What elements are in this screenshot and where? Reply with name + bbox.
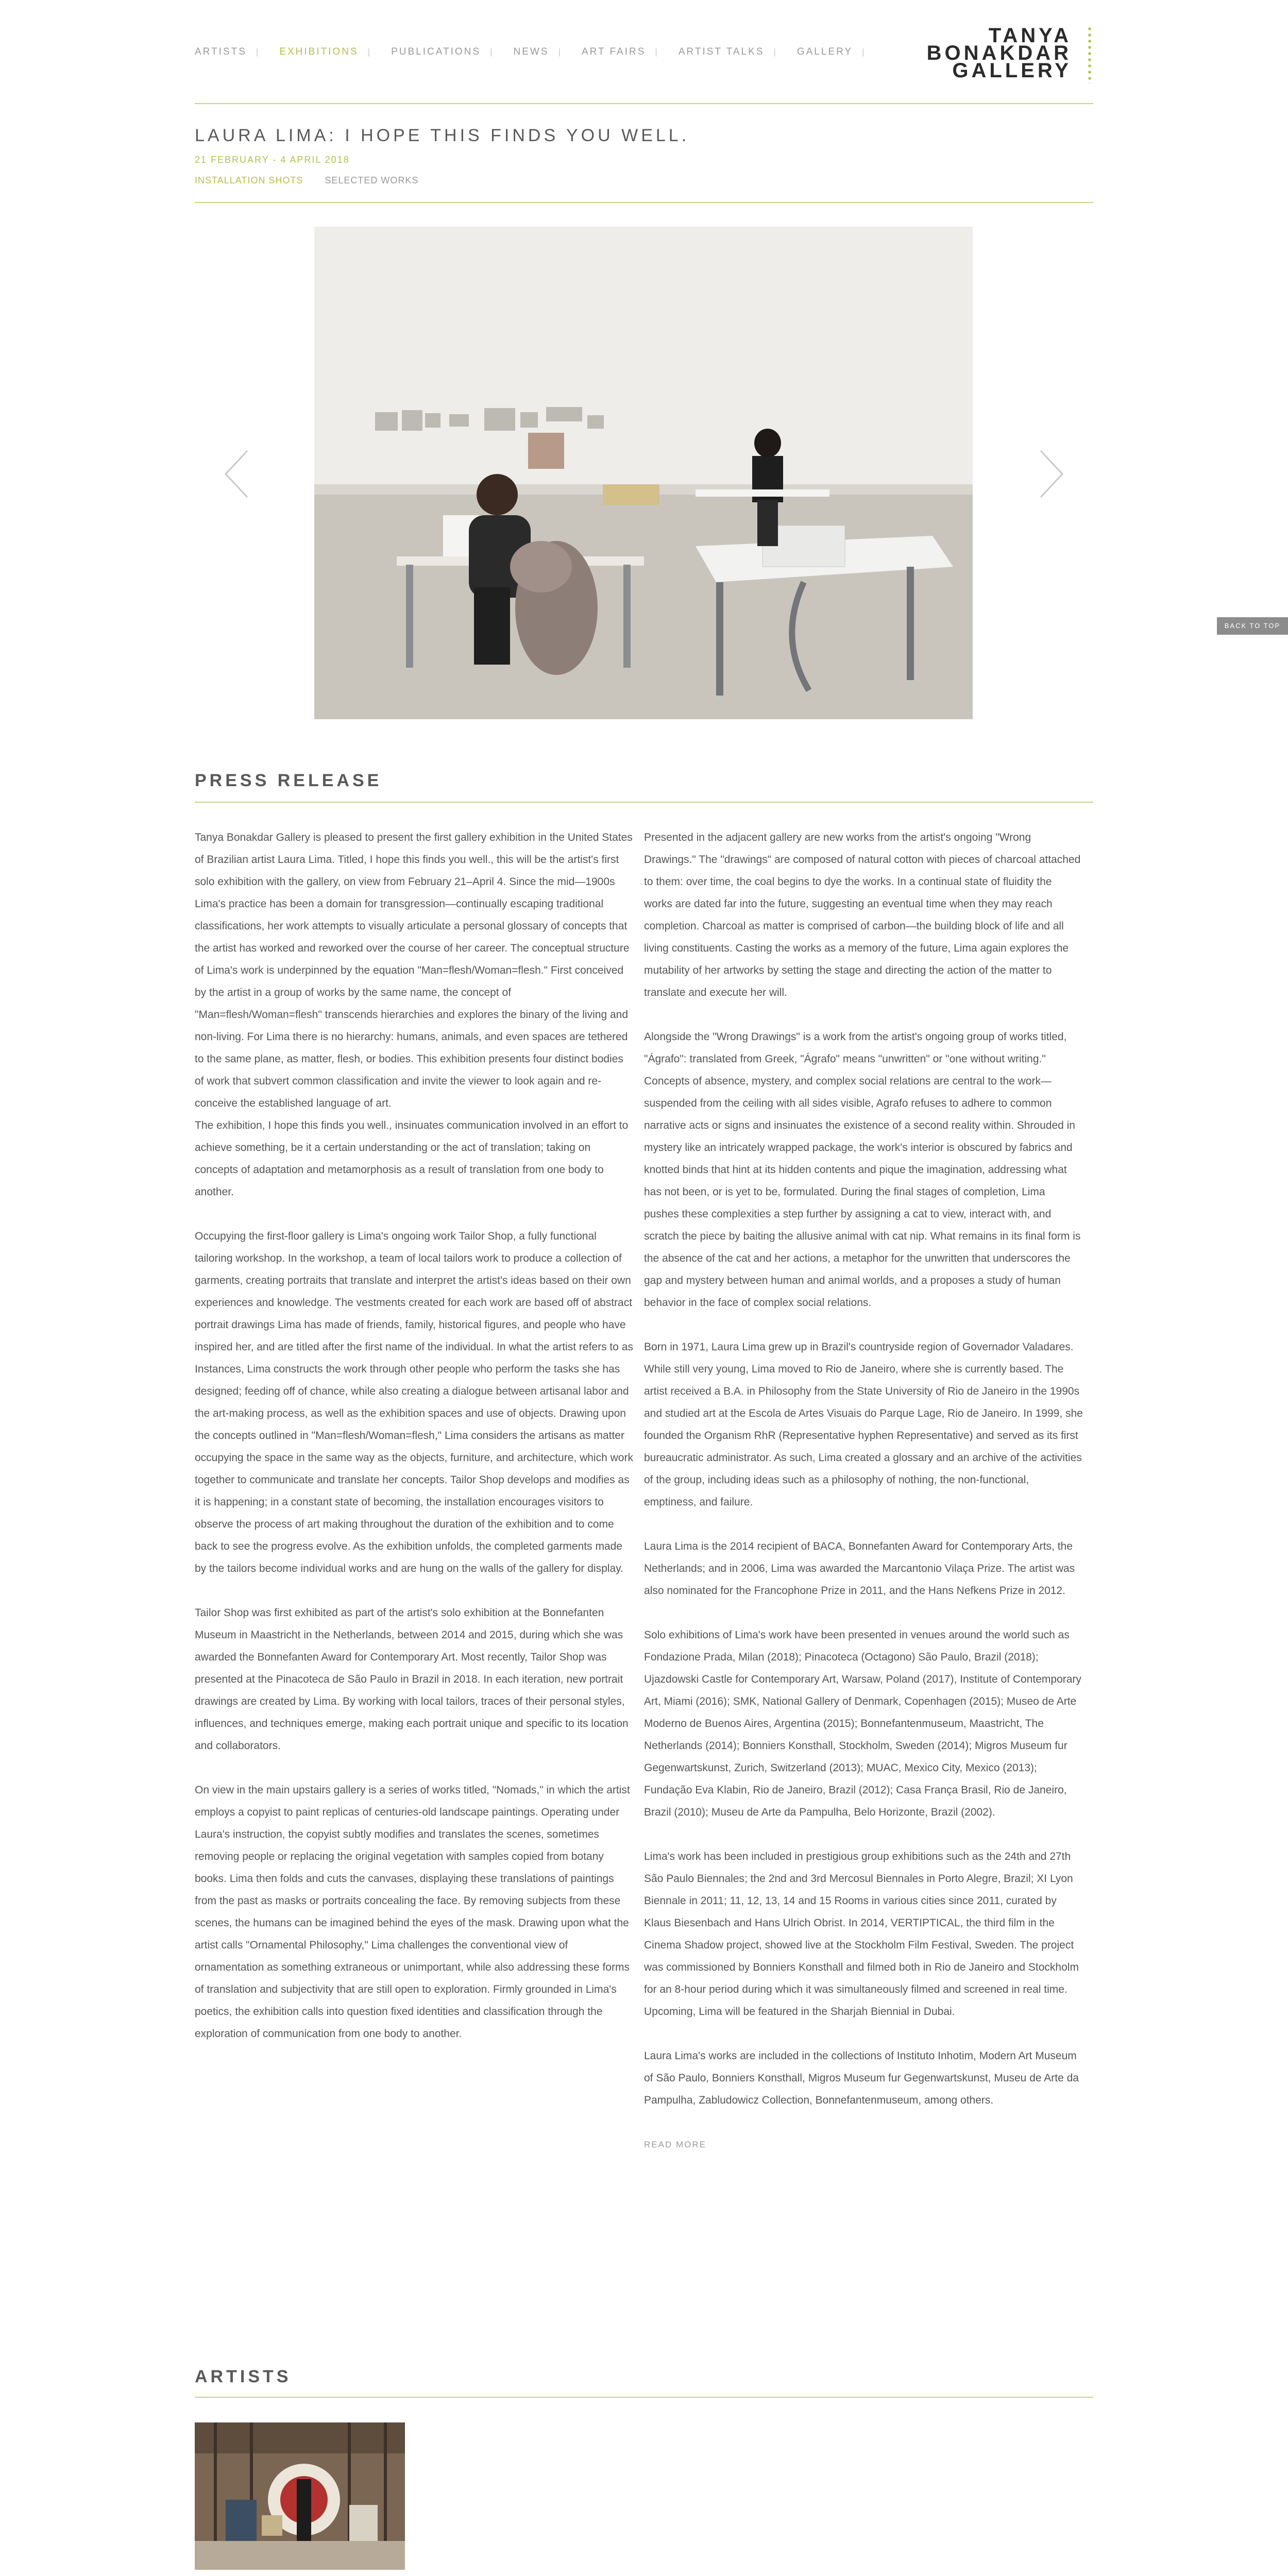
press-release-left-column	[195, 826, 634, 2067]
artists-heading: ARTISTS	[195, 2367, 292, 2386]
tab-installation-shots[interactable]: INSTALLATION SHOTS	[195, 175, 303, 185]
logo-line-2: BONAKDAR	[926, 42, 1072, 64]
slideshow-prev-arrow-icon[interactable]	[222, 448, 252, 500]
nav-item-artist-talks[interactable]: ARTIST TALKS |	[678, 46, 777, 57]
exhibition-header-divider	[195, 202, 1093, 203]
slideshow-next-arrow-icon[interactable]	[1036, 448, 1066, 500]
nav-item-publications[interactable]: PUBLICATIONS |	[391, 46, 494, 57]
press-paragraph: Lima's work has been included in prestigious group exhibitions such as the 24th and 27th São Paulo Biennales; the 2nd and 3rd Mercosul Biennales in Porto Alegre, Brazil; XI Lyon Biennale in 2011; 11, 12, 13, 14 and 15 Rooms in various cities since 2011, curated by Klaus Biesenbach and Hans Ulrich Obrist. In 2014, VERTIPTICAL, the third film in the Cinema Shadow project, showed live at the Stockholm Film Festival, Sweden. The project was commissioned by Bonniers Konsthall and filmed both in Rio de Janeiro and Stockholm for an 8-hour period during which it was simultaneously filmed and screened in real time. Upcoming, Lima will be featured in the Sharjah Biennial in Dubai.	[644, 1851, 1079, 2018]
press-release-heading: PRESS RELEASE	[195, 771, 382, 790]
press-paragraph: The exhibition, I hope this finds you well., insinuates communication involved in an effort to achieve something, be it a certain understanding or the act of translation; taking on concepts of adaptation and metamorphosis as a result of translation from one body to another.	[195, 1120, 629, 1198]
press-paragraph: Alongside the "Wrong Drawings" is a work from the artist's ongoing group of works titled, "Ágrafo": translated from Greek, "Ágrafo" means "unwritten" or "one without writing." Concepts of absence, mystery, and complex social relations are central to the work—suspended from the ceiling with all sides visible, Agrafo refuses to adhere to common narrative acts or signs and insinuates the existence of a second reality within. Shrouded in mystery like an intricately wrapped package, the work's interior is obscured by fabrics and knotted binds that hint at its hidden contents and pique the imagination, addressing what has not been, or is yet to be, formulated. During the final stages of completion, Lima pushes these complexities a step further by assigning a cat to view, interact with, and scratch the piece by baiting the allusive animal with cat nip. What remains in its final form is the absence of the cat and her actions, a metaphor for the unwritten that underscores the gap and mystery between human and animal worlds, and a proposes a study of human behavior in the face of complex social relations.	[644, 1031, 1081, 1309]
press-release-right-column	[644, 826, 1083, 2156]
nav-item-news[interactable]: NEWS |	[513, 46, 562, 57]
press-paragraph: Solo exhibitions of Lima's work have been presented in venues around the world such as Fondazione Prada, Milan (2018); Pinacoteca (Octagono) São Paulo, Brazil (2018); Ujazdowski Castle for Contemporary Art, Warsaw, Poland (2017), Institute of Contemporary Art, Miami (2016); SMK, National Gallery of Denmark, Copenhagen (2015); Museo de Arte Moderno de Buenos Aires, Argentina (2015); Bonnefantenmuseum, Maastricht, The Netherlands (2014); Bonniers Konsthall, Stockholm, Sweden (2014); Migros Museum fur Gegenwartskunst, Zurich, Switzerland (2013); MUAC, Mexico City, Mexico (2013); Fundação Eva Klabin, Rio de Janeiro, Brazil (2012); Casa França Brasil, Rio de Janeiro, Brazil (2010); Museu de Arte da Pampulha, Belo Horizonte, Brazil (2002).	[644, 1629, 1081, 1818]
read-more-link[interactable]: READ MORE	[644, 2140, 706, 2149]
nav-item-art-fairs[interactable]: ART FAIRS |	[581, 46, 659, 57]
logo-dots-decoration	[1088, 26, 1091, 83]
nav-item-artists[interactable]: ARTISTS |	[195, 46, 260, 57]
press-paragraph: Born in 1971, Laura Lima grew up in Brazil's countryside region of Governador Valadares. While still very young, Lima moved to Rio de Janeiro, where she is currently based. The artist received a B.A. in Philosophy from the State University of Rio de Janeiro in the 1990s and studied art at the Escola de Artes Visuais do Parque Lage, Rio de Janeiro. In 1999, she founded the Organism RhR (Representative hyphen Representative) and served as its first bureaucratic administrator. As such, Lima created a glossary and an archive of the activities of the group, including ideas such as a philosophy of nothing, the non-functional, emptiness, and failure.	[644, 1341, 1083, 1508]
press-paragraph: Tanya Bonakdar Gallery is pleased to present the first gallery exhibition in the United States of Brazilian artist Laura Lima. Titled, I hope this finds you well., this will be the artist's first solo exhibition with the gallery, on view from February 21–April 4. Since the mid—1900s Lima's practice has been a domain for transgression—continually escaping traditional classifications, her work attempts to visually articulate a personal glossary of concepts that the artist has worked and reworked over the course of her career. The conceptual structure of Lima's work is underpinned by the equation "Man=flesh/Woman=flesh." First conceived by the artist in a group of works by the same name, the concept of "Man=flesh/Woman=flesh" transcends hierarchies and explores the binary of the living and non-living. For Lima there is no hierarchy: humans, animals, and even spaces are tethered to the same plane, as matter, flesh, or bodies. This exhibition presents four distinct bodies of work that subvert common classification and invite the viewer to look again and re-conceive the established language of art.	[195, 832, 633, 1109]
press-paragraph: Occupying the first-floor gallery is Lima's ongoing work Tailor Shop, a fully functional tailoring workshop. In the workshop, a team of local tailors work to produce a collection of garments, creating portraits that translate and interpret the artist's ideas based on their own experiences and knowledge. The vestments created for each work are based off of abstract portrait drawings Lima has made of friends, family, historical figures, and people who have inspired her, and are titled after the first name of the individual. In what the artist refers to as Instances, Lima constructs the work through other people who perform the tasks she has designed; feeding off of chance, while also creating a dialogue between artisanal labor and the art-making process, as well as the exhibition spaces and use of objects. Drawing upon the concepts outlined in "Man=flesh/Woman=flesh," Lima considers the artisans as matter occupying the space in the same way as the objects, furniture, and architecture, which work together to communicate and translate her concepts. Tailor Shop develops and modifies as it is happening; in a constant state of becoming, the installation encourages visitors to observe the process of art making throughout the duration of the exhibition and to come back to see the progress evolve. As the exhibition unfolds, the completed garments made by the tailors become individual works and are hung on the walls of the gallery for display.	[195, 1230, 633, 1574]
gallery-logo[interactable]	[912, 24, 1072, 82]
nav-item-gallery[interactable]: GALLERY |	[796, 46, 866, 57]
press-paragraph: Laura Lima is the 2014 recipient of BACA, Bonnefanten Award for Contemporary Arts, the Netherlands; and in 2006, Lima was awarded the Marcantonio Vilaça Prize. The artist was also nominated for the Francophone Prize in 2011, and the Hans Nefkens Prize in 2012.	[644, 1540, 1075, 1597]
exhibition-tabs	[195, 175, 418, 186]
back-to-top-button[interactable]: BACK TO TOP	[1217, 617, 1288, 635]
nav-item-exhibitions[interactable]: EXHIBITIONS |	[279, 46, 372, 57]
logo-line-1: TANYA	[988, 24, 1072, 47]
artist-thumbnail-laura-lima[interactable]	[195, 2422, 405, 2570]
press-release-divider	[195, 802, 1093, 803]
artists-divider	[195, 2397, 1093, 2398]
press-paragraph: Tailor Shop was first exhibited as part of the artist's solo exhibition at the Bonnefanten Museum in Maastricht in the Netherlands, between 2014 and 2015, during which she was awarded the Bonnefanten Award for Contemporary Art. Most recently, Tailor Shop was presented at the Pinacoteca de São Paulo in Brazil in 2018. In each iteration, new portrait drawings are created by Lima. By working with local tailors, traces of their personal styles, influences, and techniques emerge, making each portrait unique and specific to its location and collaborators.	[195, 1607, 629, 1752]
installation-image	[314, 227, 973, 719]
header-divider	[195, 103, 1093, 104]
press-paragraph: On view in the main upstairs gallery is a series of works titled, "Nomads," in which the artist employs a copyist to paint replicas of centuries-old landscape paintings. Operating under Laura's instruction, the copyist subtly modifies and translates the scenes, sometimes removing people or replacing the original vegetation with samples copied from botany books. Lima then folds and cuts the canvases, displaying these translations of paintings from the past as masks or portraits concealing the face. By removing subjects from these scenes, the humans can be imagined behind the eyes of the mask. Drawing upon what the artist calls "Ornamental Philosophy," Lima challenges the conventional view of ornamentation as something extraneous or unimportant, while also addressing these forms of translation and subjectivity that are still open to exploration. Firmly grounded in Lima's poetics, the exhibition calls into question fixed identities and classification through the exploration of communication from one body to another.	[195, 1784, 630, 2040]
logo-line-3: GALLERY	[952, 59, 1072, 82]
main-nav	[195, 46, 886, 58]
exhibition-title: LAURA LIMA: I HOPE THIS FINDS YOU WELL.	[195, 126, 690, 145]
tab-selected-works[interactable]: SELECTED WORKS	[325, 175, 419, 185]
press-paragraph: Presented in the adjacent gallery are new works from the artist's ongoing "Wrong Drawings." The "drawings" are composed of natural cotton with pieces of charcoal attached to them: over time, the coal begins to dye the works. In a continual state of fluidity the works are dated far into the future, suggesting an eventual time when they may reach completion. Charcoal as matter is comprised of carbon—the building block of life and all living constituents. Casting the works as a memory of the future, Lima again explores the mutability of her artworks by setting the stage and directing the action of the matter to translate and execute her will.	[644, 832, 1081, 998]
exhibition-dates: 21 FEBRUARY - 4 APRIL 2018	[195, 155, 350, 165]
press-paragraph: Laura Lima's works are included in the collections of Instituto Inhotim, Modern Art Museum of São Paulo, Bonniers Konsthall, Migros Museum fur Gegenwartskunst, Museu de Arte da Pampulha, Zabludowicz Collection, Bonnefantenmuseum, among others.	[644, 2050, 1079, 2106]
